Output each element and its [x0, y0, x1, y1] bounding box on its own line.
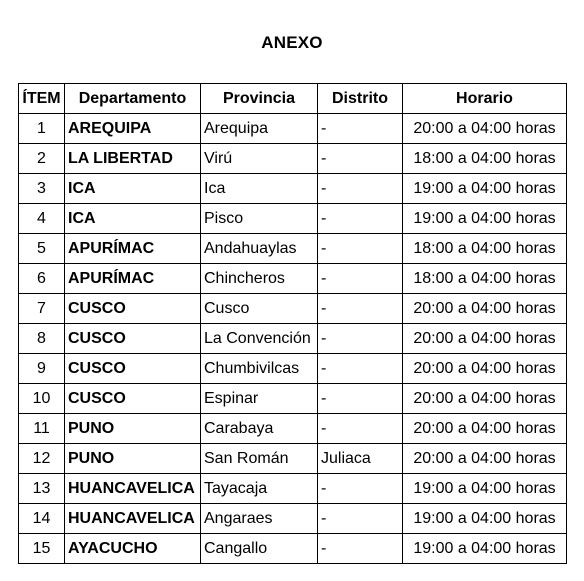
cell-item: 13 — [19, 474, 65, 504]
cell-provincia: Arequipa — [201, 114, 318, 144]
cell-item: 4 — [19, 204, 65, 234]
cell-departamento: PUNO — [65, 414, 201, 444]
table-row — [19, 324, 567, 354]
cell-provincia: Andahuaylas — [201, 234, 318, 264]
cell-item: 10 — [19, 384, 65, 414]
cell-departamento: ICA — [65, 174, 201, 204]
cell-horario: 20:00 a 04:00 horas — [403, 294, 567, 324]
cell-item: 6 — [19, 264, 65, 294]
header-departamento: Departamento — [65, 84, 201, 114]
cell-provincia: Tayacaja — [201, 474, 318, 504]
header-distrito: Distrito — [318, 84, 403, 114]
cell-departamento: ICA — [65, 204, 201, 234]
cell-horario: 18:00 a 04:00 horas — [403, 144, 567, 174]
cell-item: 12 — [19, 444, 65, 474]
cell-horario: 19:00 a 04:00 horas — [403, 174, 567, 204]
table-header — [19, 84, 567, 114]
cell-horario: 19:00 a 04:00 horas — [403, 474, 567, 504]
cell-distrito: - — [318, 234, 403, 264]
cell-departamento: CUSCO — [65, 354, 201, 384]
cell-departamento: AREQUIPA — [65, 114, 201, 144]
cell-departamento: CUSCO — [65, 384, 201, 414]
table-row — [19, 384, 567, 414]
cell-departamento: AYACUCHO — [65, 534, 201, 564]
cell-item: 9 — [19, 354, 65, 384]
cell-horario: 20:00 a 04:00 horas — [403, 324, 567, 354]
cell-horario: 20:00 a 04:00 horas — [403, 114, 567, 144]
table-row — [19, 444, 567, 474]
cell-item: 2 — [19, 144, 65, 174]
cell-distrito: - — [318, 114, 403, 144]
cell-item: 15 — [19, 534, 65, 564]
table-row — [19, 204, 567, 234]
table-row — [19, 174, 567, 204]
cell-provincia: Angaraes — [201, 504, 318, 534]
header-item: ÍTEM — [19, 84, 65, 114]
cell-horario: 18:00 a 04:00 horas — [403, 234, 567, 264]
cell-provincia: La Convención — [201, 324, 318, 354]
cell-provincia: Espinar — [201, 384, 318, 414]
cell-distrito: Juliaca — [318, 444, 403, 474]
cell-distrito: - — [318, 534, 403, 564]
cell-horario: 20:00 a 04:00 horas — [403, 354, 567, 384]
cell-item: 1 — [19, 114, 65, 144]
cell-departamento: APURÍMAC — [65, 264, 201, 294]
cell-distrito: - — [318, 354, 403, 384]
header-horario: Horario — [403, 84, 567, 114]
header-provincia: Provincia — [201, 84, 318, 114]
cell-provincia: Chumbivilcas — [201, 354, 318, 384]
cell-departamento: APURÍMAC — [65, 234, 201, 264]
table-row — [19, 294, 567, 324]
table-row — [19, 144, 567, 174]
cell-horario: 19:00 a 04:00 horas — [403, 204, 567, 234]
cell-horario: 18:00 a 04:00 horas — [403, 264, 567, 294]
cell-provincia: Pisco — [201, 204, 318, 234]
page-title: ANEXO — [261, 33, 323, 52]
cell-distrito: - — [318, 474, 403, 504]
cell-item: 7 — [19, 294, 65, 324]
table-row — [19, 414, 567, 444]
cell-distrito: - — [318, 384, 403, 414]
cell-departamento: HUANCAVELICA — [65, 474, 201, 504]
table-body — [19, 114, 567, 564]
cell-departamento: HUANCAVELICA — [65, 504, 201, 534]
cell-provincia: Cusco — [201, 294, 318, 324]
cell-distrito: - — [318, 144, 403, 174]
cell-distrito: - — [318, 504, 403, 534]
cell-distrito: - — [318, 264, 403, 294]
cell-horario: 20:00 a 04:00 horas — [403, 414, 567, 444]
cell-departamento: PUNO — [65, 444, 201, 474]
table-row — [19, 264, 567, 294]
table-row — [19, 354, 567, 384]
cell-departamento: LA LIBERTAD — [65, 144, 201, 174]
cell-departamento: CUSCO — [65, 324, 201, 354]
cell-provincia: Ica — [201, 174, 318, 204]
cell-item: 14 — [19, 504, 65, 534]
cell-provincia: Carabaya — [201, 414, 318, 444]
cell-provincia: Chincheros — [201, 264, 318, 294]
cell-horario: 19:00 a 04:00 horas — [403, 504, 567, 534]
header-row — [19, 84, 567, 114]
annex-table — [18, 83, 567, 564]
table-row — [19, 474, 567, 504]
cell-departamento: CUSCO — [65, 294, 201, 324]
cell-distrito: - — [318, 204, 403, 234]
cell-horario: 20:00 a 04:00 horas — [403, 444, 567, 474]
cell-item: 8 — [19, 324, 65, 354]
cell-distrito: - — [318, 414, 403, 444]
cell-item: 5 — [19, 234, 65, 264]
cell-provincia: Cangallo — [201, 534, 318, 564]
cell-provincia: Virú — [201, 144, 318, 174]
cell-horario: 20:00 a 04:00 horas — [403, 384, 567, 414]
cell-provincia: San Román — [201, 444, 318, 474]
cell-distrito: - — [318, 294, 403, 324]
cell-horario: 19:00 a 04:00 horas — [403, 534, 567, 564]
cell-distrito: - — [318, 324, 403, 354]
table-row — [19, 234, 567, 264]
table-row — [19, 114, 567, 144]
table-row — [19, 534, 567, 564]
table-row — [19, 504, 567, 534]
cell-item: 3 — [19, 174, 65, 204]
cell-distrito: - — [318, 174, 403, 204]
cell-item: 11 — [19, 414, 65, 444]
